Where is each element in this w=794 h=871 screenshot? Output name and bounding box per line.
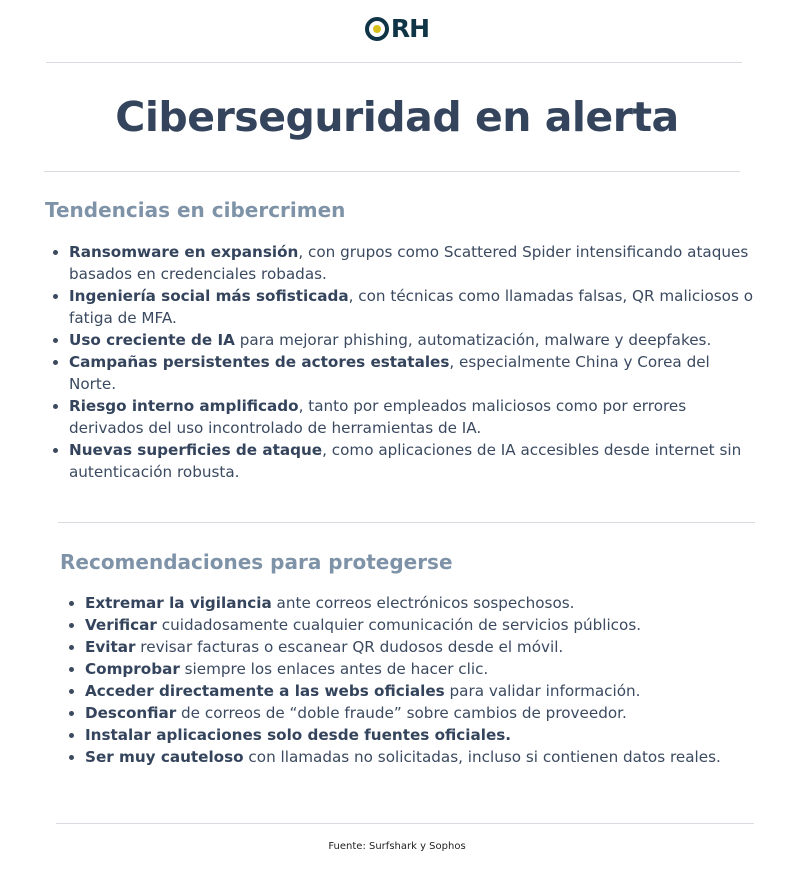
list-item-text: revisar facturas o escanear QR dudosos desde el móvil. <box>135 638 564 656</box>
list-item-text: , con grupos como Scattered Spider intensificando ataques basados en credenciales robadas. <box>69 243 749 283</box>
trends-list <box>45 241 759 483</box>
divider-title <box>44 171 740 172</box>
list-item-bold: Verificar <box>85 616 157 634</box>
list-item <box>69 439 759 483</box>
list-item-text: para validar información. <box>444 682 641 700</box>
divider-top <box>46 62 742 63</box>
list-item <box>85 702 785 724</box>
logo-dot-icon <box>373 25 381 33</box>
list-item-bold: Desconfiar <box>85 704 177 722</box>
list-item-text: , como aplicaciones de IA accesibles desde internet sin autenticación robusta. <box>69 441 742 481</box>
list-item-bold: Ransomware en expansión <box>69 243 299 261</box>
trends-heading: Tendencias en cibercrimen <box>45 198 346 222</box>
list-item-text: , especialmente China y Corea del Norte. <box>69 353 710 393</box>
list-item-bold: Riesgo interno amplificado <box>69 397 299 415</box>
list-item-text: , con técnicas como llamadas falsas, QR maliciosos o fatiga de MFA. <box>69 287 753 327</box>
list-item-bold: Instalar aplicaciones solo desde fuentes oficiales. <box>85 726 512 744</box>
list-item-text: para mejorar phishing, automatización, malware y deepfakes. <box>234 331 712 349</box>
list-item <box>69 241 759 285</box>
list-item <box>85 614 785 636</box>
list-item <box>85 746 785 768</box>
list-item-bold: Comprobar <box>85 660 180 678</box>
list-item <box>69 395 759 439</box>
list-item-text: con llamadas no solicitadas, incluso si contienen datos reales. <box>243 748 721 766</box>
list-item-bold: Extremar la vigilancia <box>85 594 272 612</box>
list-item-bold: Ser muy cauteloso <box>85 748 244 766</box>
recommendations-list <box>61 592 785 768</box>
list-item-text: , tanto por empleados maliciosos como por errores derivados del uso incontrolado de herramientas de IA. <box>69 397 687 437</box>
divider-bottom <box>56 823 754 824</box>
list-item <box>85 658 785 680</box>
list-item <box>85 724 785 746</box>
list-item <box>69 329 759 351</box>
list-item-text: cuidadosamente cualquier comunicación de servicios públicos. <box>156 616 642 634</box>
list-item <box>69 351 759 395</box>
list-item-bold: Evitar <box>85 638 136 656</box>
list-item-text: ante correos electrónicos sospechosos. <box>271 594 575 612</box>
brand-logo <box>0 14 794 44</box>
list-item-text: de correos de “doble fraude” sobre cambios de proveedor. <box>176 704 627 722</box>
list-item <box>69 285 759 329</box>
list-item-bold: Ingeniería social más sofisticada <box>69 287 349 305</box>
page-title: Ciberseguridad en alerta <box>115 93 679 141</box>
list-item-bold: Acceder directamente a las webs oficiales <box>85 682 445 700</box>
recommendations-heading: Recomendaciones para protegerse <box>60 550 453 574</box>
list-item <box>85 636 785 658</box>
divider-middle <box>58 522 755 523</box>
list-item <box>85 680 785 702</box>
list-item-text: siempre los enlaces antes de hacer clic. <box>179 660 489 678</box>
list-item-bold: Uso creciente de IA <box>69 331 235 349</box>
list-item <box>85 592 785 614</box>
list-item-bold: Nuevas superficies de ataque <box>69 441 323 459</box>
list-item-bold: Campañas persistentes de actores estatales <box>69 353 450 371</box>
logo-text: RH <box>390 14 430 43</box>
logo-o-ring-icon <box>365 17 389 41</box>
source-caption: Fuente: Surfshark y Sophos <box>328 841 466 852</box>
